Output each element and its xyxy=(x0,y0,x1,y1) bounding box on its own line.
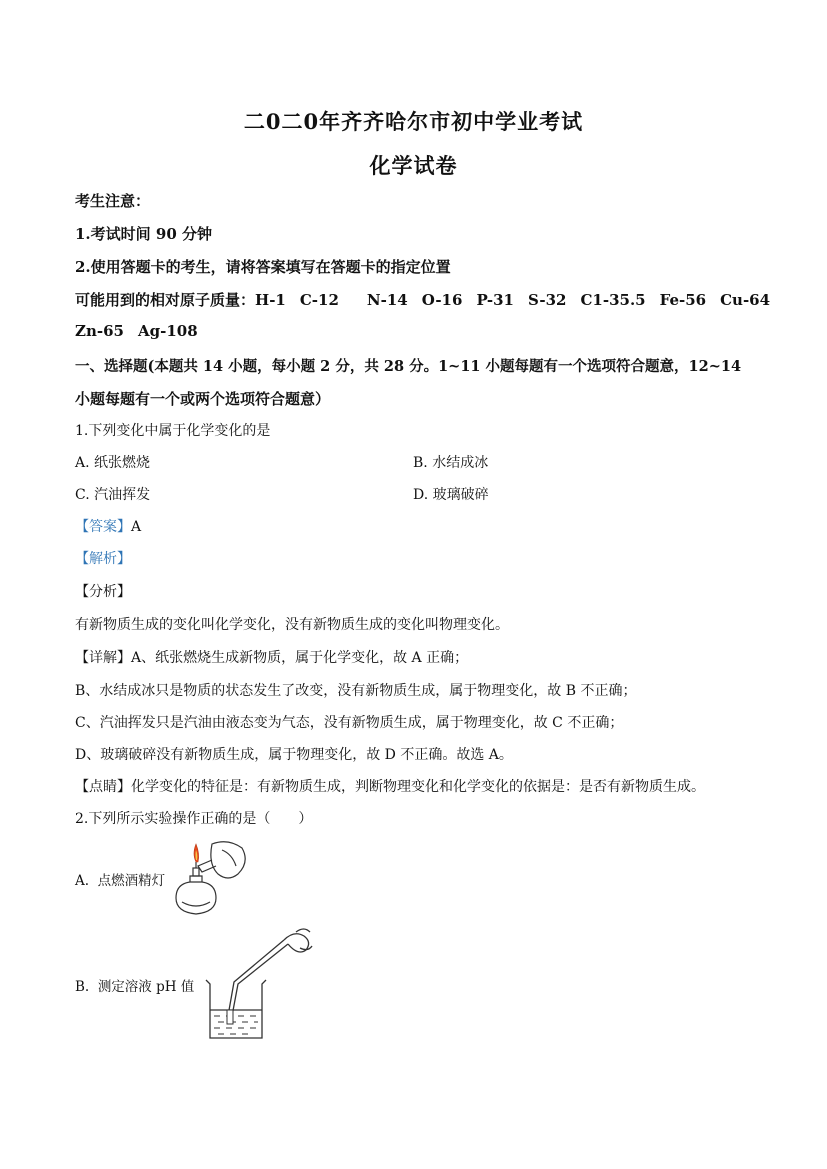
page-title: 二0二0年齐齐哈尔市初中学业考试 xyxy=(243,109,584,134)
answer-value: A xyxy=(131,519,142,535)
option-letter: B. xyxy=(413,455,428,471)
note-item: 1.考试时间 90 分钟 xyxy=(75,225,212,243)
atomic-mass-item: C-12 xyxy=(299,291,339,309)
beaker-icon xyxy=(206,980,266,1038)
notes-heading: 考生注意： xyxy=(75,192,151,210)
detail-line: C、汽油挥发只是汽油由液态变为气态，没有新物质生成，属于物理变化，故 C 不正确； xyxy=(75,715,624,731)
atomic-mass-item: Zn-65 xyxy=(75,322,124,340)
liquid-pattern xyxy=(214,1016,258,1034)
question-stem: 1.下列变化中属于化学变化的是 xyxy=(75,423,271,439)
q2-option-b xyxy=(75,975,194,995)
option-text: 汽油挥发 xyxy=(94,487,151,503)
alcohol-lamp-figure xyxy=(168,836,250,920)
section-heading-cont: 小题每题有一个或两个选项符合题意） xyxy=(75,390,331,408)
atomic-mass-item: Ag-108 xyxy=(137,322,198,340)
atomic-mass-item: H-1 xyxy=(255,291,286,309)
atomic-mass-item: N-14 xyxy=(366,291,408,309)
answer-line xyxy=(75,516,141,536)
fenxi-label: 【分析】 xyxy=(75,584,131,600)
option-c xyxy=(75,484,150,504)
option-letter: A. xyxy=(75,455,90,471)
q2-option-a xyxy=(75,869,165,889)
atomic-mass-item: Fe-56 xyxy=(659,291,707,309)
answer-label: 【答案】 xyxy=(75,519,131,535)
detail-label: 【详解】 xyxy=(75,650,131,666)
detail-text: A、纸张燃烧生成新物质，属于化学变化，故 A 正确； xyxy=(131,650,469,666)
page-subtitle: 化学试卷 xyxy=(369,153,458,178)
fenxi-text: 有新物质生成的变化叫化学变化，没有新物质生成的变化叫物理变化。 xyxy=(75,617,509,633)
option-a xyxy=(75,452,150,472)
dianjing-line xyxy=(75,776,705,796)
question-stem: 2.下列所示实验操作正确的是（ ） xyxy=(75,811,313,827)
atomic-mass-item: P-31 xyxy=(476,291,514,309)
atomic-mass-label: 可能用到的相对原子质量： xyxy=(75,291,256,309)
dianjing-label: 【点睛】 xyxy=(75,779,131,795)
note-item: 2.使用答题卡的考生，请将答案填写在答题卡的指定位置 xyxy=(75,258,451,276)
analysis-label: 【解析】 xyxy=(75,551,131,567)
option-text: 点燃酒精灯 xyxy=(97,873,166,889)
option-text: 纸张燃烧 xyxy=(94,455,151,471)
option-text: 水结成冰 xyxy=(432,455,489,471)
atomic-mass-line xyxy=(75,289,770,310)
detail-line xyxy=(75,647,468,667)
ph-paper-icon xyxy=(227,1010,233,1024)
option-letter: B. xyxy=(75,979,90,995)
option-text: 玻璃破碎 xyxy=(432,487,489,503)
atomic-mass-item: O-16 xyxy=(421,291,463,309)
option-d xyxy=(413,484,489,504)
atomic-mass-line-2 xyxy=(75,322,198,340)
atomic-mass-item: Cu-64 xyxy=(720,291,771,309)
dianjing-text: 化学变化的特征是：有新物质生成，判断物理变化和化学变化的依据是：是否有新物质生成。 xyxy=(131,779,705,795)
option-letter: C. xyxy=(75,487,90,503)
option-text: 测定溶液 pH 值 xyxy=(97,979,195,995)
option-letter: A. xyxy=(75,873,90,889)
detail-line: B、水结成冰只是物质的状态发生了改变，没有新物质生成，属于物理变化，故 B 不正确； xyxy=(75,683,637,699)
section-heading: 一、选择题(本题共 14 小题，每小题 2 分，共 28 分。1~11 小题每题有一个选项符合题意，12~14 xyxy=(75,358,742,375)
detail-line: D、玻璃破碎没有新物质生成，属于物理变化，故 D 不正确。故选 A。 xyxy=(75,747,513,763)
atomic-mass-item: S-32 xyxy=(528,291,567,309)
option-b xyxy=(413,452,488,472)
atomic-mass-item: C1-35.5 xyxy=(580,291,646,309)
option-letter: D. xyxy=(413,487,429,503)
ph-test-figure xyxy=(200,926,320,1044)
